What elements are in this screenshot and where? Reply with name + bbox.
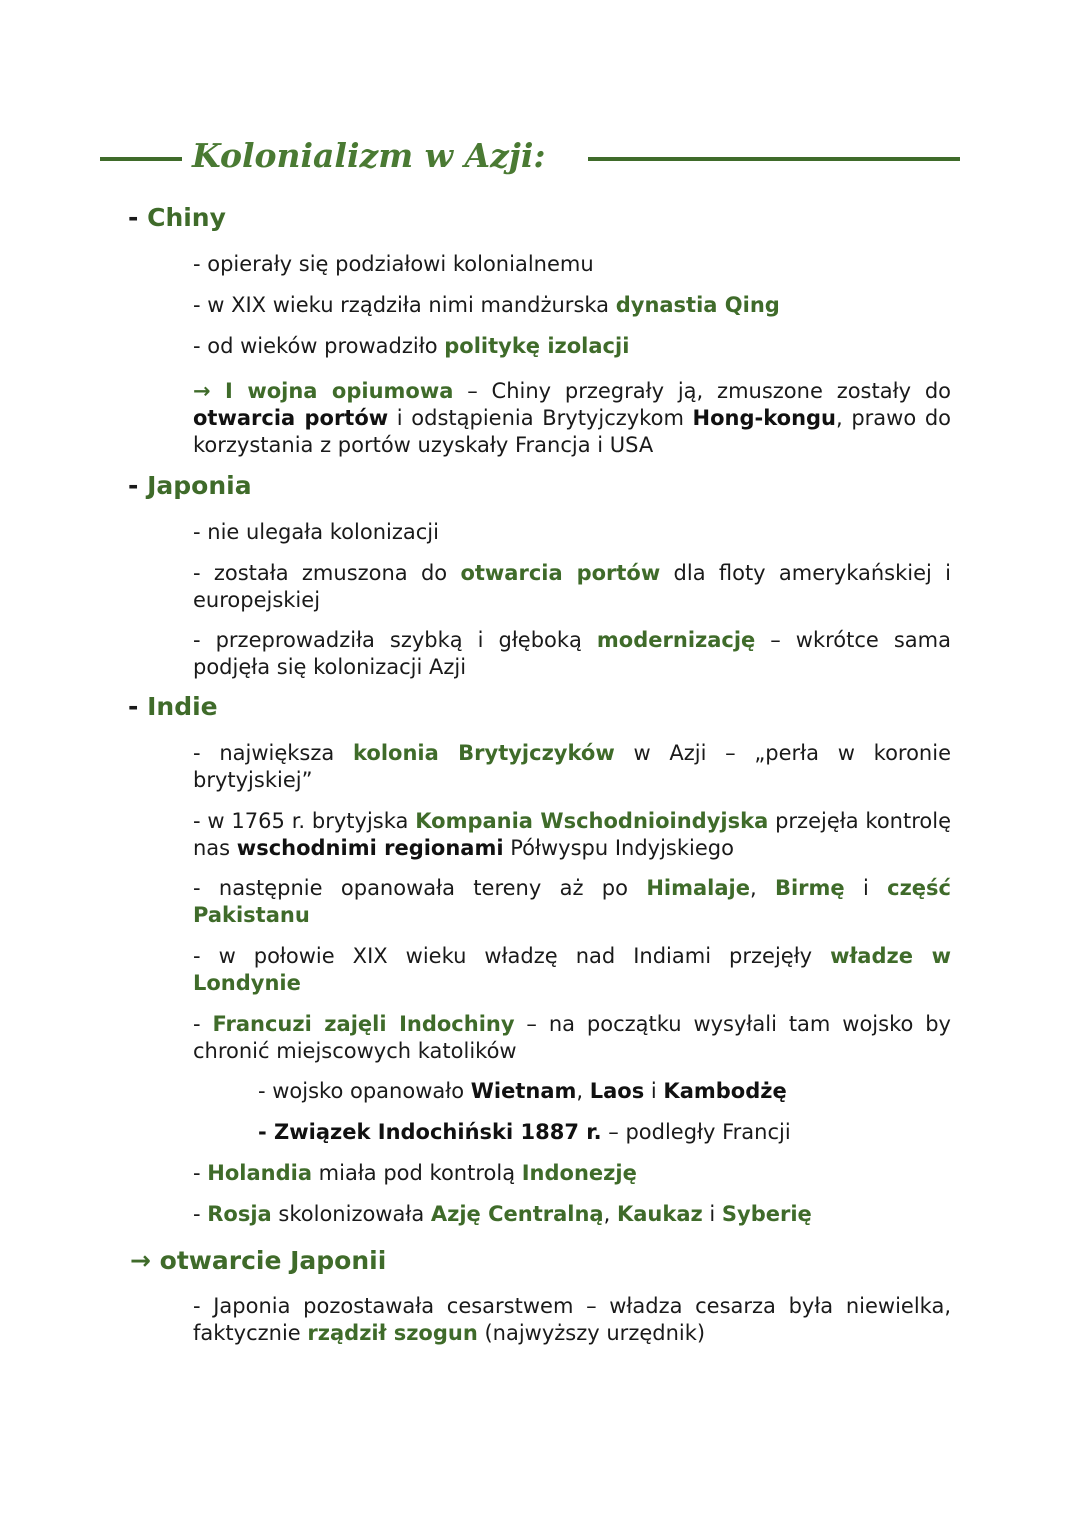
title-row (100, 136, 960, 184)
indie-point-3: - następnie opanowała tereny aż po Himalaje, Birmę i część Pakistanu (193, 876, 951, 927)
section-heading-otwarcie-japonii: → otwarcie Japonii (130, 1246, 387, 1275)
section-heading-japonia: - Japonia (128, 471, 252, 500)
indie-subpoint-2: - Związek Indochiński 1887 r. – podległy Francji (258, 1120, 791, 1144)
indie-point-5: - Francuzi zajęli Indochiny – na początku wysyłali tam wojsko by chronić miejscowych katolików (193, 1012, 951, 1063)
indie-point-6: - Holandia miała pod kontrolą Indonezję (193, 1161, 637, 1185)
indie-point-2: - w 1765 r. brytyjska Kompania Wschodnioindyjska przejęła kontrolę nas wschodnimi regionami Półwyspu Indyjskiego (193, 809, 951, 860)
indie-point-1: - największa kolonia Brytyjczyków w Azji – „perła w koronie brytyjskiej” (193, 741, 951, 792)
chiny-point-2: - w XIX wieku rządziła nimi mandżurska dynastia Qing (193, 293, 780, 317)
japonia-point-2: - została zmuszona do otwarcia portów dla floty amerykańskiej i europejskiej (193, 561, 951, 612)
chiny-point-1: - opierały się podziałowi kolonialnemu (193, 252, 594, 276)
indie-subpoint-1: - wojsko opanowało Wietnam, Laos i Kambodżę (258, 1079, 787, 1103)
japonia-point-1: - nie ulegała kolonizacji (193, 520, 439, 544)
chiny-point-4: → I wojna opiumowa – Chiny przegrały ją, zmuszone zostały do otwarcia portów i odstąpienia Brytyjczykom Hong-kongu, prawo do korzystania z portów uzyskały Francja i USA (193, 379, 951, 457)
page-title: Kolonializm w Azji: (192, 136, 546, 175)
section-heading-chiny: - Chiny (128, 203, 226, 232)
otwarcie-point-1: - Japonia pozostawała cesarstwem – władza cesarza była niewielka, faktycznie rządził szogun (najwyższy urzędnik) (193, 1294, 951, 1345)
chiny-point-3: - od wieków prowadziło politykę izolacji (193, 334, 630, 358)
section-heading-indie: - Indie (128, 692, 218, 721)
indie-point-4: - w połowie XIX wieku władzę nad Indiami przejęły władze w Londynie (193, 944, 951, 995)
indie-point-7: - Rosja skolonizowała Azję Centralną, Kaukaz i Syberię (193, 1202, 812, 1226)
title-rule-right (588, 157, 960, 161)
japonia-point-3: - przeprowadziła szybką i głęboką modernizację – wkrótce sama podjęła się kolonizacji Azji (193, 628, 951, 679)
title-rule-left (100, 157, 182, 161)
